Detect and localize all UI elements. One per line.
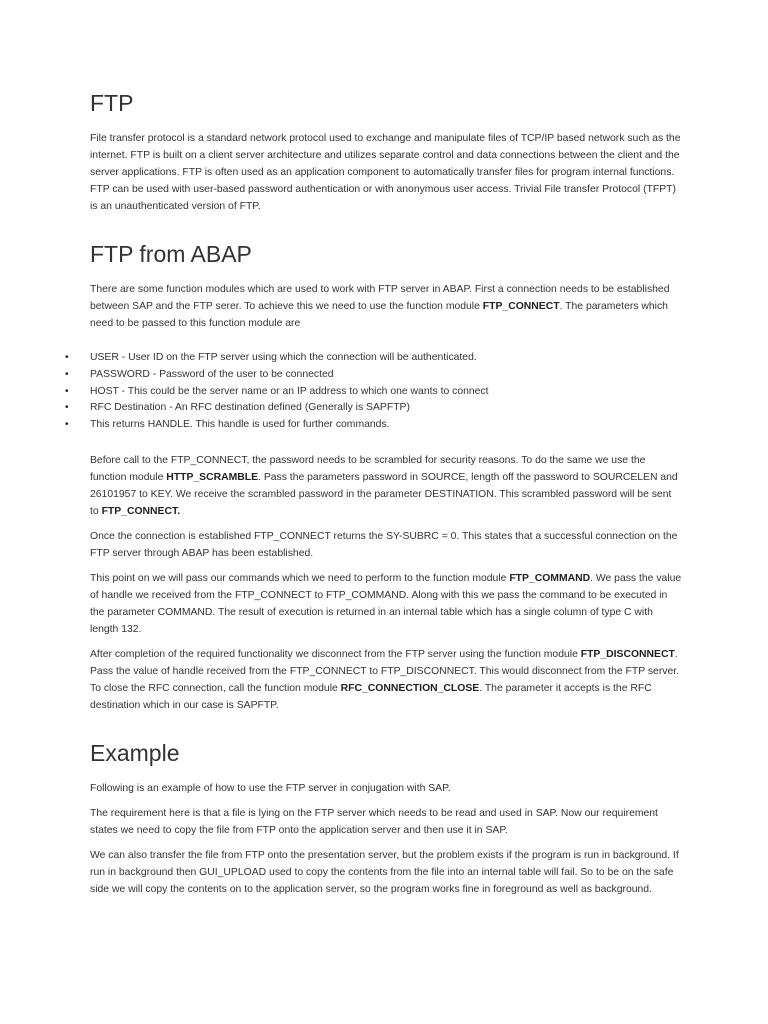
heading-ftp: FTP <box>90 90 134 116</box>
text-run: . We pass the value of handle we received from the FTP_CONNECT to FTP_COMMAND. Along with this we pass the command to be executed in the parameter COMMAND. The result of execution is returned in an internal table which has a single column of type C with length 132. <box>90 572 682 635</box>
bold-function-http-scramble: HTTP_SCRAMBLE <box>166 471 259 483</box>
list-item-text: This returns HANDLE. This handle is used for further commands. <box>90 419 390 431</box>
heading-ftp-from-abap: FTP from ABAP <box>90 241 252 267</box>
paragraph-ftp-intro: File transfer protocol is a standard network protocol used to exchange and manipulate files of TCP/IP based network such as the internet. FTP is built on a client server architecture and utilizes separate control and data connections between the client and the server applications. FTP is often used as an application component to automatically transfer files for program internal functions. FTP can be used with user-based password authentication or with anonymous user access. Trivial File transfer Protocol (TFPT) is an unauthenticated version of FTP. <box>90 133 681 212</box>
text-run: . Pass the parameters password in SOURCE, length off the password to SOURCELEN and 26101957 to KEY. We receive the scrambled password in the parameter DESTINATION. This scrambled password will be sent to <box>90 471 678 517</box>
paragraph-ftp-command <box>90 570 682 638</box>
bold-function-ftp-disconnect: FTP_DISCONNECT <box>580 648 675 660</box>
heading-example: Example <box>90 739 180 766</box>
list-item-text: HOST - This could be the server name or an IP address to which one wants to connect <box>90 385 489 397</box>
text-run: This point on we will pass our commands which we need to perform to the function module <box>90 572 510 584</box>
bold-function-rfc-connection-close: RFC_CONNECTION_CLOSE <box>340 682 480 694</box>
paragraph-connection-established: Once the connection is established FTP_CONNECT returns the SY-SUBRC = 0. This states that a successful connection on the FTP server through ABAP has been established. <box>90 530 678 559</box>
list-item <box>64 350 682 367</box>
paragraph-example-intro: Following is an example of how to use the FTP server in conjugation with SAP. <box>90 782 451 794</box>
bullet-icon: • <box>65 385 69 397</box>
bold-function-ftp-command: FTP_COMMAND <box>509 572 591 584</box>
document-body <box>65 86 682 906</box>
parameter-list <box>64 350 682 434</box>
list-item-text: USER - User ID on the FTP server using which the connection will be authenticated. <box>90 352 477 363</box>
text-run: . The parameter it accepts is the RFC destination which in our case is SAPFTP. <box>90 682 652 711</box>
paragraph-example-requirement: The requirement here is that a file is lying on the FTP server which needs to be read and used in SAP. Now our requirement states we need to copy the file from FTP onto the application server and then use it in SAP. <box>90 807 658 836</box>
bullet-icon: • <box>65 419 69 431</box>
bold-function-ftp-connect: FTP_CONNECT. <box>101 505 181 517</box>
text-run: . The parameters which need to be passed to this function module are <box>90 301 668 329</box>
bullet-icon: • <box>65 402 69 414</box>
list-item <box>64 367 682 384</box>
bullet-icon: • <box>65 352 69 363</box>
paragraph-ftp-disconnect <box>90 646 682 714</box>
bullet-icon: • <box>65 368 69 380</box>
list-item <box>64 400 682 417</box>
text-run: Before call to the FTP_CONNECT, the password needs to be scrambled for security reasons. To do the same we use the function module <box>90 454 646 483</box>
text-run: . Pass the value of handle received from the FTP_CONNECT to FTP_DISCONNECT. This would disconnect from the FTP server. To close the RFC connection, call the function module <box>90 648 680 694</box>
list-item-text: RFC Destination - An RFC destination defined (Generally is SAPFTP) <box>90 402 410 414</box>
bold-function-ftp-connect: FTP_CONNECT <box>482 301 560 312</box>
list-item-text: PASSWORD - Password of the user to be connected <box>90 368 334 380</box>
list-item <box>64 417 682 434</box>
list-item <box>64 384 682 401</box>
text-run: There are some function modules which are used to work with FTP server in ABAP. First a connection needs to be established between SAP and the FTP serer. To achieve this we need to use the function module <box>90 284 670 312</box>
paragraph-abap-intro <box>90 281 682 332</box>
paragraph-scramble <box>90 452 682 520</box>
paragraph-example-presentation-server: We can also transfer the file from FTP onto the presentation server, but the problem exists if the program is run in background. If run in background then GUI_UPLOAD used to copy the contents from the file into an internal table will fail. So to be on the safe side we will copy the contents on to the application server, so the program works fine in foreground as well as background. <box>90 849 679 895</box>
text-run: After completion of the required functionality we disconnect from the FTP server using the function module <box>90 648 581 660</box>
